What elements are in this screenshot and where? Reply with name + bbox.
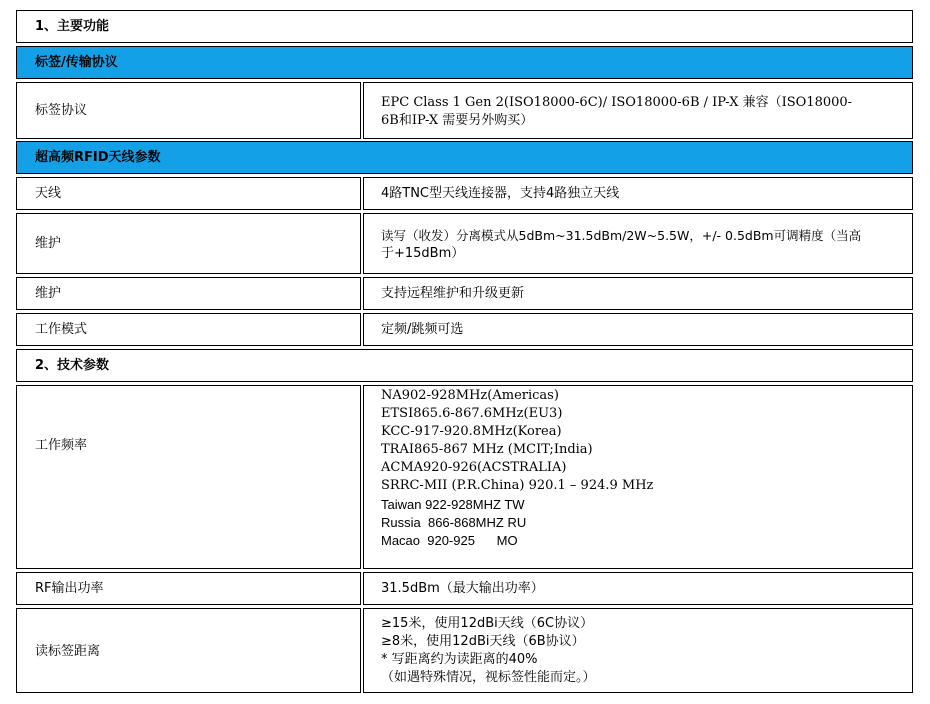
rf-power-label: RF输出功率: [35, 581, 104, 596]
maintain-value-line-1: 读写（收发）分离模式从5dBm~31.5dBm/2W~5.5W，+/- 0.5dBm可调精度（当高: [381, 228, 862, 243]
work-mode-label-cell: [16, 313, 361, 346]
maintain-2-value: 支持远程维护和升级更新: [381, 286, 525, 301]
antenna-label-cell: [16, 177, 361, 210]
work-mode-value-cell: [363, 313, 913, 346]
frequency-label: 工作频率: [35, 438, 88, 453]
tag-protocol-header-title: 标签/传输协议: [35, 55, 118, 70]
section-2-row: [16, 349, 913, 382]
section-2-title: 2、技术参数: [35, 358, 110, 373]
frequency-line: Russia 866-868MHZ RU: [381, 515, 527, 530]
frequency-line: ACMA920-926(ACSTRALIA): [381, 460, 567, 475]
tag-protocol-value-line-1: EPC Class 1 Gen 2(ISO18000-6C)/ ISO18000-6B / IP-X 兼容（ISO18000-: [381, 95, 853, 110]
read-range-value-cell: [363, 608, 913, 693]
work-mode-value: 定频/跳频可选: [381, 322, 464, 337]
rf-power-label-cell: [16, 572, 361, 605]
maintain-value-line-2: 于+15dBm）: [381, 246, 465, 261]
frequency-line: TRAI865-867 MHz (MCIT;India): [381, 442, 593, 457]
frequency-line: ETSI865.6-867.6MHz(EU3): [381, 406, 563, 421]
work-mode-label: 工作模式: [35, 322, 88, 337]
frequency-label-cell: [16, 385, 361, 569]
maintain-label: 维护: [35, 236, 62, 251]
section-1-row: [16, 10, 913, 43]
uhf-antenna-header-title: 超高频RFID天线参数: [35, 150, 161, 165]
frequency-line: KCC-917-920.8MHz(Korea): [381, 424, 562, 439]
frequency-line: Taiwan 922-928MHZ TW: [381, 497, 525, 512]
maintain-value-cell: [363, 213, 913, 274]
rf-power-value: 31.5dBm（最大输出功率）: [381, 581, 544, 596]
frequency-line: NA902-928MHz(Americas): [381, 388, 559, 403]
frequency-line: SRRC-MII (P.R.China) 920.1 – 924.9 MHz: [381, 478, 654, 493]
rf-power-value-cell: [363, 572, 913, 605]
uhf-antenna-header: [16, 141, 913, 174]
frequency-line: Macao 920-925 MO: [381, 533, 518, 548]
read-range-line: ≥15米，使用12dBi天线（6C协议）: [381, 616, 594, 631]
read-range-label-cell: [16, 608, 361, 693]
maintain-2-value-cell: [363, 277, 913, 310]
antenna-value-cell: [363, 177, 913, 210]
antenna-label: 天线: [35, 186, 62, 201]
read-range-line: * 写距离约为读距离的40%: [381, 652, 538, 667]
tag-protocol-label: 标签协议: [35, 103, 88, 118]
tag-protocol-value-line-2: 6B和IP-X 需要另外购买）: [381, 113, 534, 128]
tag-protocol-value-cell: [363, 82, 913, 139]
read-range-line: ≥8米，使用12dBi天线（6B协议）: [381, 634, 585, 649]
tag-protocol-header: [16, 46, 913, 79]
antenna-value: 4路TNC型天线连接器，支持4路独立天线: [381, 186, 620, 201]
maintain-2-label: 维护: [35, 286, 62, 301]
maintain-label-cell: [16, 213, 361, 274]
section-1-title: 1、主要功能: [35, 19, 110, 34]
maintain-2-label-cell: [16, 277, 361, 310]
read-range-line: （如遇特殊情况，视标签性能而定。）: [381, 670, 596, 685]
tag-protocol-label-cell: [16, 82, 361, 139]
frequency-value-cell: [363, 385, 913, 569]
read-range-label: 读标签距离: [35, 644, 101, 659]
